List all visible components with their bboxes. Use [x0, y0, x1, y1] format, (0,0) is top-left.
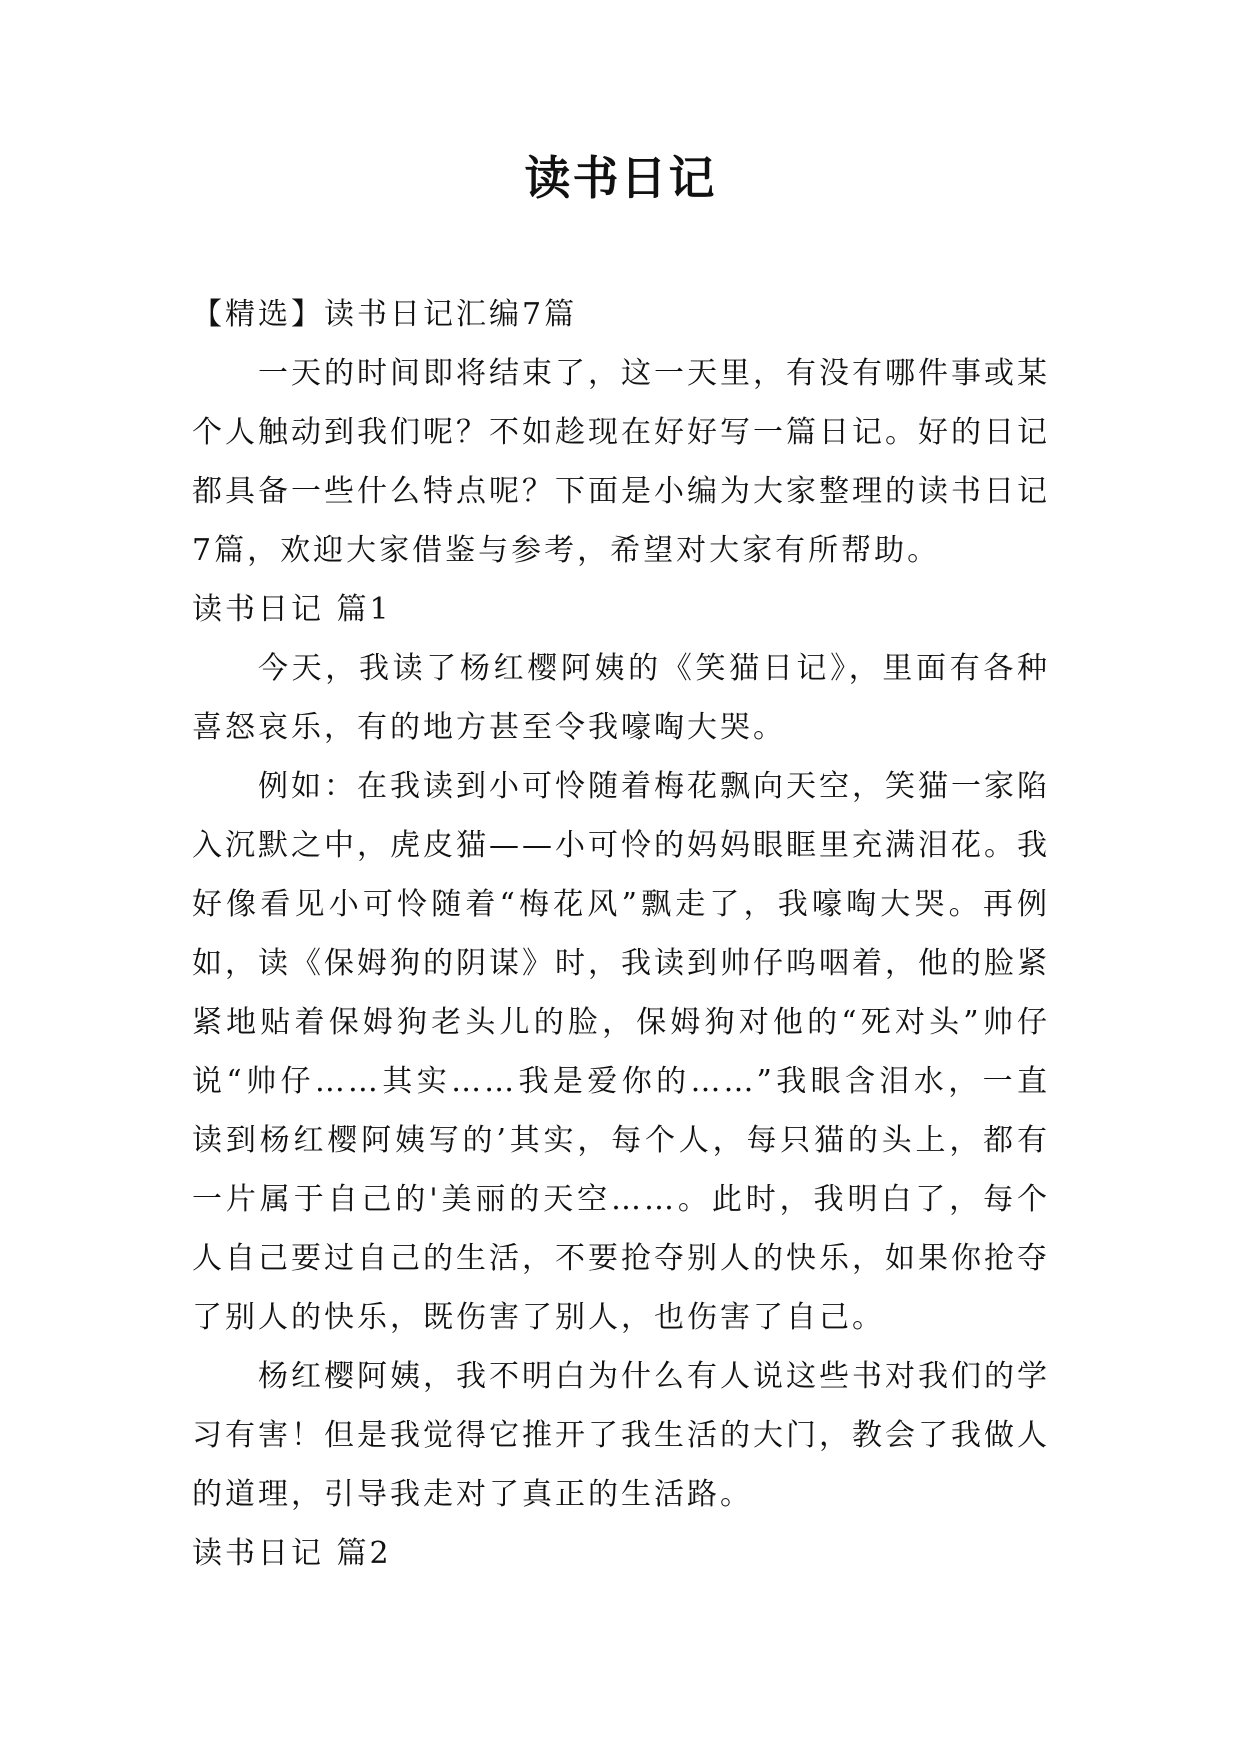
page-title: 读书日记 — [524, 151, 717, 205]
section-heading-2: 读书日记 篇2 — [192, 1536, 392, 1571]
section-1-paragraph-2: 例如：在我读到小可怜随着梅花飘向天空，笑猫一家陷入沉默之中，虎皮猫——小可怜的妈妈眼眶里充满泪花。我好像看见小可怜随着“梅花风”飘走了，我嚎啕大哭。再例如，读《保姆狗的阴谋》时，我读到帅仔呜咽着，他的脸紧紧地贴着保姆狗老头儿的脸，保姆狗对他的“死对头”帅仔说“帅仔……其实……我是爱你的……”我眼含泪水，一直读到杨红樱阿姨写的’其实，每个人，每只猫的头上，都有一片属于自己的'美丽的天空……。此时，我明白了，每个人自己要过自己的生活，不要抢夺别人的快乐，如果你抢夺了别人的快乐，既伤害了别人，也伤害了自己。 — [192, 769, 1050, 1335]
intro-paragraph: 一天的时间即将结束了，这一天里，有没有哪件事或某个人触动到我们呢？不如趁现在好好写一篇日记。好的日记都具备一些什么特点呢？下面是小编为大家整理的读书日记7篇，欢迎大家借鉴与参考，希望对大家有所帮助。 — [192, 356, 1050, 568]
section-1-paragraph-3: 杨红樱阿姨，我不明白为什么有人说这些书对我们的学习有害！但是我觉得它推开了我生活的大门，教会了我做人的道理，引导我走对了真正的生活路。 — [192, 1359, 1050, 1512]
document-subtitle: 【精选】读书日记汇编7篇 — [192, 297, 578, 332]
section-1-paragraph-1: 今天，我读了杨红樱阿姨的《笑猫日记》，里面有各种喜怒哀乐，有的地方甚至令我嚎啕大哭。 — [192, 651, 1050, 745]
document-body — [192, 285, 1050, 1583]
section-heading-1: 读书日记 篇1 — [192, 592, 392, 627]
